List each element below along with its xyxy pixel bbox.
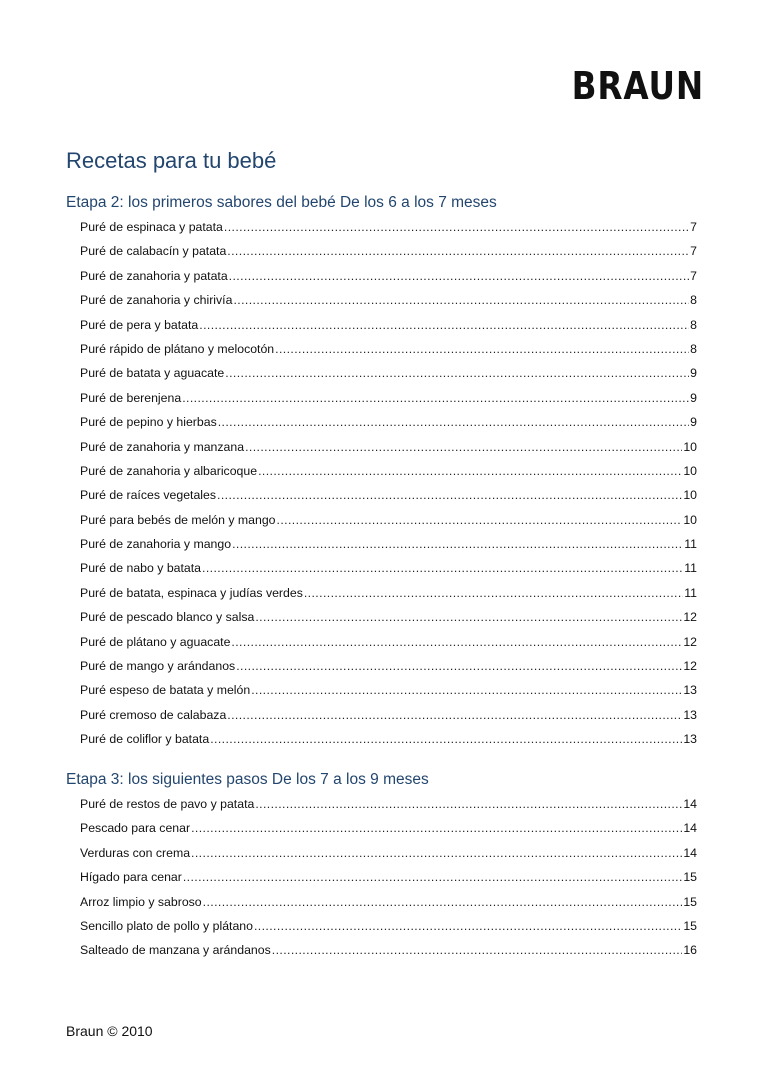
toc-dot-leader (182, 386, 689, 410)
toc-dot-leader (217, 483, 682, 507)
toc-dot-leader (210, 727, 682, 751)
toc-entry-page-number: 13 (683, 707, 697, 722)
toc-entry-label: Puré rápido de plátano y melocotón (80, 341, 275, 356)
toc-entry[interactable] (66, 410, 697, 434)
toc-entry-label: Puré de coliflor y batata (80, 732, 210, 747)
toc-entry-page-number: 15 (683, 894, 697, 909)
section-heading[interactable]: Etapa 3: los siguientes pasos De los 7 a los 9 meses (66, 771, 429, 788)
toc-dot-leader (202, 556, 683, 580)
toc-entry[interactable] (66, 630, 697, 654)
toc-dot-leader (225, 361, 689, 385)
toc-dot-leader (251, 678, 682, 702)
toc-entry[interactable] (66, 816, 697, 840)
toc-dot-leader (233, 288, 689, 312)
toc-entry-page-number: 10 (683, 463, 697, 478)
toc-dot-leader (254, 914, 682, 938)
toc-entry-page-number: 12 (683, 634, 697, 649)
toc-entry-page-number: 14 (683, 797, 697, 811)
toc-entry[interactable] (66, 841, 697, 865)
toc-entry-page-number: 11 (684, 561, 697, 576)
toc-dot-leader (183, 865, 682, 889)
toc-entry-page-number: 13 (683, 683, 697, 698)
toc-entry-page-number: 9 (690, 390, 697, 405)
toc-entry[interactable] (66, 459, 697, 483)
toc-dot-leader (255, 792, 682, 816)
toc-entry-page-number: 10 (683, 512, 697, 527)
toc-entry-label: Puré de pescado blanco y salsa (80, 610, 255, 625)
toc-entry-label: Hígado para cenar (80, 870, 182, 885)
toc-entry-label: Puré de zanahoria y mango (80, 537, 232, 552)
toc-entry-label: Puré de calabacín y patata (80, 244, 227, 259)
toc-entry-label: Puré de batata y aguacate (80, 366, 225, 381)
toc-entry-page-number: 9 (690, 366, 697, 381)
toc-dot-leader (275, 337, 689, 361)
toc-entry[interactable] (66, 654, 697, 678)
toc-entry[interactable] (66, 288, 697, 312)
toc-list (66, 792, 697, 963)
toc-entry-page-number: 10 (683, 439, 697, 454)
toc-dot-leader (304, 581, 683, 605)
toc-entry[interactable] (66, 313, 697, 337)
toc-entry[interactable] (66, 914, 697, 938)
toc-entry-page-number: 7 (690, 244, 697, 259)
toc-dot-leader (231, 630, 682, 654)
toc-dot-leader (218, 410, 689, 434)
toc-entry-label: Puré de mango y arándanos (80, 659, 236, 674)
toc-entry-label: Puré de plátano y aguacate (80, 634, 231, 649)
toc-entry[interactable] (66, 483, 697, 507)
toc-entry-label: Puré de restos de pavo y patata (80, 797, 255, 811)
toc-list (66, 215, 697, 752)
toc-dot-leader (191, 816, 682, 840)
toc-entry-page-number: 10 (683, 488, 697, 503)
toc-dot-leader (191, 841, 682, 865)
toc-dot-leader (245, 435, 682, 459)
toc-entry[interactable] (66, 264, 697, 288)
toc-dot-leader (232, 532, 683, 556)
toc-entry[interactable] (66, 508, 697, 532)
toc-entry-page-number: 7 (690, 220, 697, 234)
toc-entry-label: Puré de berenjena (80, 390, 182, 405)
toc-dot-leader (227, 703, 682, 727)
footer-copyright: Braun © 2010 (66, 1023, 153, 1039)
toc-entry[interactable] (66, 581, 697, 605)
toc-entry-label: Puré espeso de batata y melón (80, 683, 251, 698)
toc-entry-page-number: 11 (684, 585, 697, 600)
toc-entry-label: Puré de raíces vegetales (80, 488, 217, 503)
toc-entry[interactable] (66, 532, 697, 556)
toc-dot-leader (236, 654, 682, 678)
toc-entry-label: Pescado para cenar (80, 821, 191, 836)
toc-entry-page-number: 8 (690, 293, 697, 308)
toc-dot-leader (203, 890, 683, 914)
toc-entry-label: Puré cremoso de calabaza (80, 707, 227, 722)
toc-dot-leader (227, 239, 689, 263)
toc-entry-label: Puré para bebés de melón y mango (80, 512, 276, 527)
toc-entry-page-number: 14 (683, 845, 697, 860)
toc-entry[interactable] (66, 727, 697, 751)
braun-logo: BRAUN (571, 64, 704, 108)
toc-dot-leader (255, 605, 682, 629)
page-title: Recetas para tu bebé (66, 148, 277, 173)
toc-entry-label: Puré de zanahoria y chirivía (80, 293, 233, 308)
toc-dot-leader (224, 215, 689, 239)
toc-entry-page-number: 7 (690, 268, 697, 283)
toc-entry[interactable] (66, 703, 697, 727)
toc-entry-page-number: 12 (683, 659, 697, 674)
toc-entry-page-number: 15 (683, 870, 697, 885)
toc-entry[interactable] (66, 678, 697, 702)
toc-entry-label: Verduras con crema (80, 845, 191, 860)
toc-entry-page-number: 8 (690, 341, 697, 356)
toc-entry-page-number: 14 (683, 821, 697, 836)
toc-entry[interactable] (66, 556, 697, 580)
toc-dot-leader (277, 508, 683, 532)
toc-entry-page-number: 9 (690, 415, 697, 430)
toc-entry-label: Salteado de manzana y arándanos (80, 943, 271, 958)
toc-entry-page-number: 8 (690, 317, 697, 332)
toc-dot-leader (199, 313, 689, 337)
toc-entry-label: Puré de batata, espinaca y judías verdes (80, 585, 303, 600)
toc-entry-page-number: 11 (684, 537, 697, 552)
toc-entry-label: Puré de zanahoria y patata (80, 268, 228, 283)
toc-entry-page-number: 12 (683, 610, 697, 625)
toc-entry[interactable] (66, 792, 697, 816)
toc-entry[interactable] (66, 865, 697, 889)
toc-entry[interactable] (66, 215, 697, 239)
toc-entry[interactable] (66, 435, 697, 459)
toc-section-stage-3 (66, 768, 697, 963)
toc-entry-label: Puré de pera y batata (80, 317, 199, 332)
toc-dot-leader (229, 264, 689, 288)
toc-dot-leader (258, 459, 682, 483)
toc-entry-label: Puré de espinaca y patata (80, 220, 223, 234)
toc-entry-label: Puré de nabo y batata (80, 561, 202, 576)
toc-entry-page-number: 15 (683, 918, 697, 933)
toc-entry-label: Sencillo plato de pollo y plátano (80, 918, 253, 933)
toc-entry-label: Puré de zanahoria y albaricoque (80, 463, 258, 478)
toc-entry-label: Arroz limpio y sabroso (80, 894, 202, 909)
toc-entry[interactable] (66, 337, 697, 361)
toc-dot-leader (272, 938, 683, 962)
toc-entry[interactable] (66, 938, 697, 962)
section-heading[interactable]: Etapa 2: los primeros sabores del bebé De los 6 a los 7 meses (66, 194, 497, 211)
toc-entry[interactable] (66, 361, 697, 385)
toc-entry-label: Puré de pepino y hierbas (80, 415, 217, 430)
toc-entry-page-number: 16 (683, 943, 697, 958)
toc-entry[interactable] (66, 605, 697, 629)
toc-entry-page-number: 13 (683, 732, 697, 747)
toc-entry[interactable] (66, 890, 697, 914)
toc-entry[interactable] (66, 386, 697, 410)
toc-entry-label: Puré de zanahoria y manzana (80, 439, 245, 454)
toc-entry[interactable] (66, 239, 697, 263)
toc-section-stage-2 (66, 191, 697, 752)
